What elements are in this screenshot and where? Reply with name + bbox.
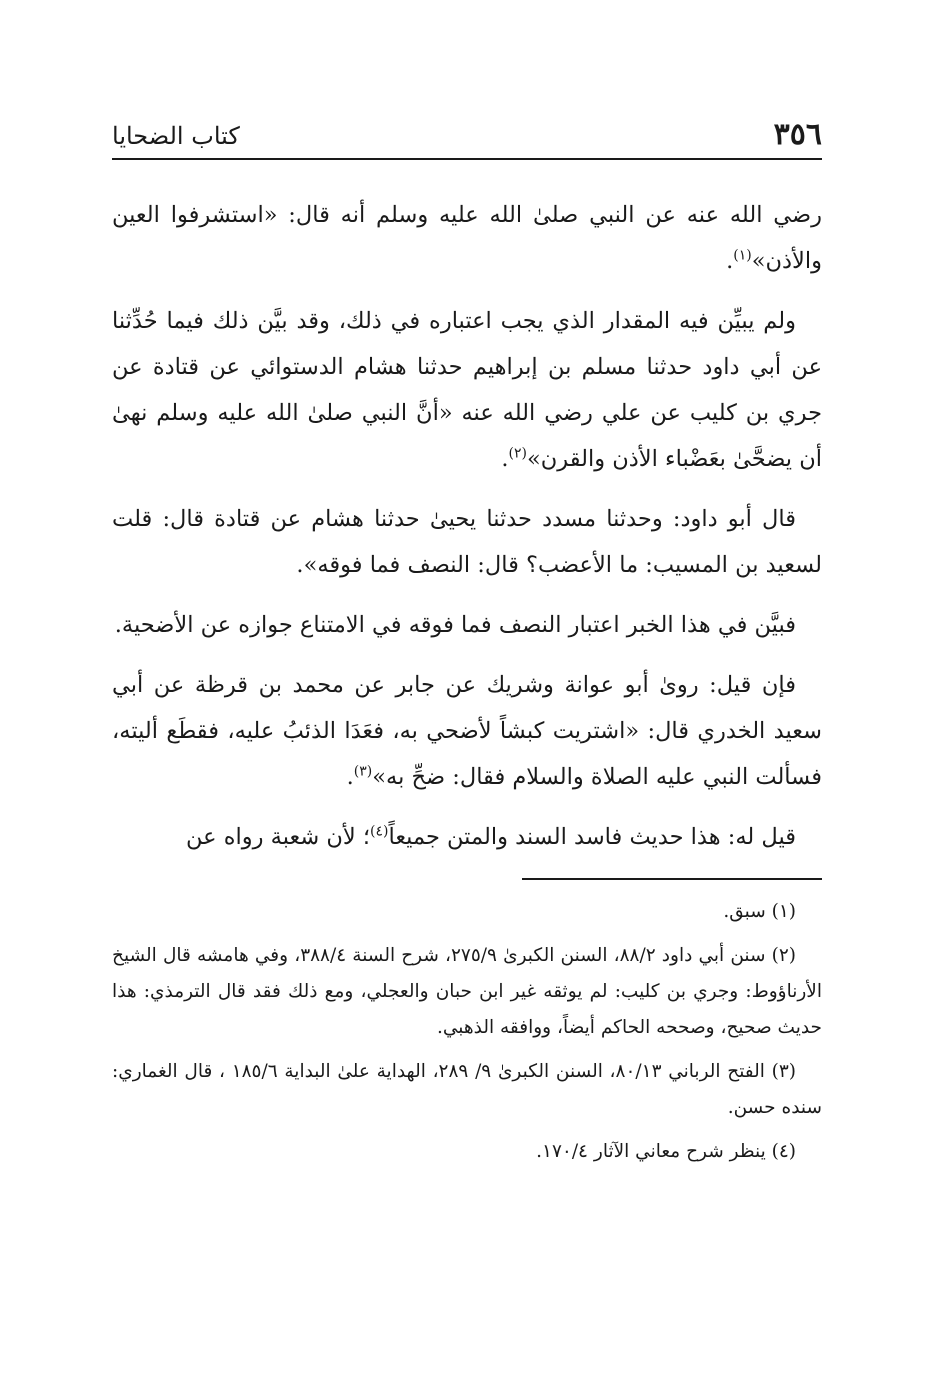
paragraph-6: [112, 814, 822, 860]
footnote-3: (٣) الفتح الرباني ٨٠/١٣، السنن الكبرىٰ ٩/ ٢٨٩، الهداية علىٰ البداية ١٨٥/٦ ، قال الغماري: سنده حسن.: [112, 1061, 822, 1118]
paragraph-text-continued: ؛ لأن شعبة رواه عن: [186, 824, 370, 850]
paragraph-end: .: [726, 248, 734, 274]
page-number: ٣٥٦: [773, 117, 822, 152]
paragraph-text: قيل له: هذا حديث فاسد السند والمتن جميعاً: [388, 824, 796, 850]
paragraph-text: رضي الله عنه عن النبي صلىٰ الله عليه وسلم أنه قال: «استشرفوا العين والأذن»: [112, 202, 822, 274]
paragraph-text: فإن قيل: روىٰ أبو عوانة وشريك عن جابر عن محمد بن قرظة عن أبي سعيد الخدري قال: «اشتريت كبشاً لأضحي به، فعَدَا الذئبُ عليه، فقطَع أليته، فسألت النبي عليه الصلاة والسلام فقال: ضحِّ به»: [112, 672, 822, 790]
paragraph-3: [112, 496, 822, 588]
paragraph-1: [112, 192, 822, 284]
book-page: [112, 112, 822, 1262]
footnote-divider: [522, 878, 822, 880]
footnotes: [112, 894, 822, 1170]
paragraph-text: قال أبو داود: وحدثنا مسدد حدثنا يحيىٰ حدثنا هشام عن قتادة قال: قلت لسعيد بن المسيب: ما الأعضب؟ قال: النصف فما فوقه».: [112, 506, 822, 578]
paragraph-end: .: [501, 446, 509, 472]
footnote-1: (١) سبق.: [723, 901, 796, 922]
footnote-2: (٢) سنن أبي داود ٨٨/٢، السنن الكبرىٰ ٢٧٥/٩، شرح السنة ٣٨٨/٤، وفي هامشه قال الشيخ الأرناؤوط: وجري بن كليب: لم يوثقه غير ابن حبان والعجلي، ومع ذلك فقد قال الترمذي: هذا حديث صحيح، وصححه الحاكم أيضاً، ووافقه الذهبي.: [112, 945, 822, 1038]
paragraph-text: ولم يبيِّن فيه المقدار الذي يجب اعتباره في ذلك، وقد بيَّن ذلك فيما حُدِّثنا عن أبي داود حدثنا مسلم بن إبراهيم حدثنا هشام الدستوائي عن قتادة عن جري بن كليب عن علي رضي الله عنه «أنَّ النبي صلىٰ الله عليه وسلم نهىٰ أن يضحَّىٰ بعَضْباء الأذن والقرن»: [112, 308, 822, 472]
footnote-ref-2: (٢): [508, 445, 528, 462]
paragraph-5: [112, 662, 822, 800]
footnote-4: (٤) ينظر شرح معاني الآثار ١٧٠/٤.: [536, 1141, 796, 1162]
paragraph-text: فبيَّن في هذا الخبر اعتبار النصف فما فوقه في الامتناع جوازه عن الأضحية.: [114, 612, 796, 638]
footnote-ref-3: (٣): [353, 763, 373, 780]
main-text: [112, 192, 822, 860]
running-header: [112, 112, 822, 160]
footnote-ref-1: (١): [733, 247, 752, 264]
footnote-ref-4: (٤): [370, 823, 389, 840]
paragraph-end: .: [346, 764, 354, 790]
paragraph-4: [112, 602, 822, 648]
paragraph-2: [112, 298, 822, 482]
running-title: كتاب الضحايا: [112, 122, 240, 150]
